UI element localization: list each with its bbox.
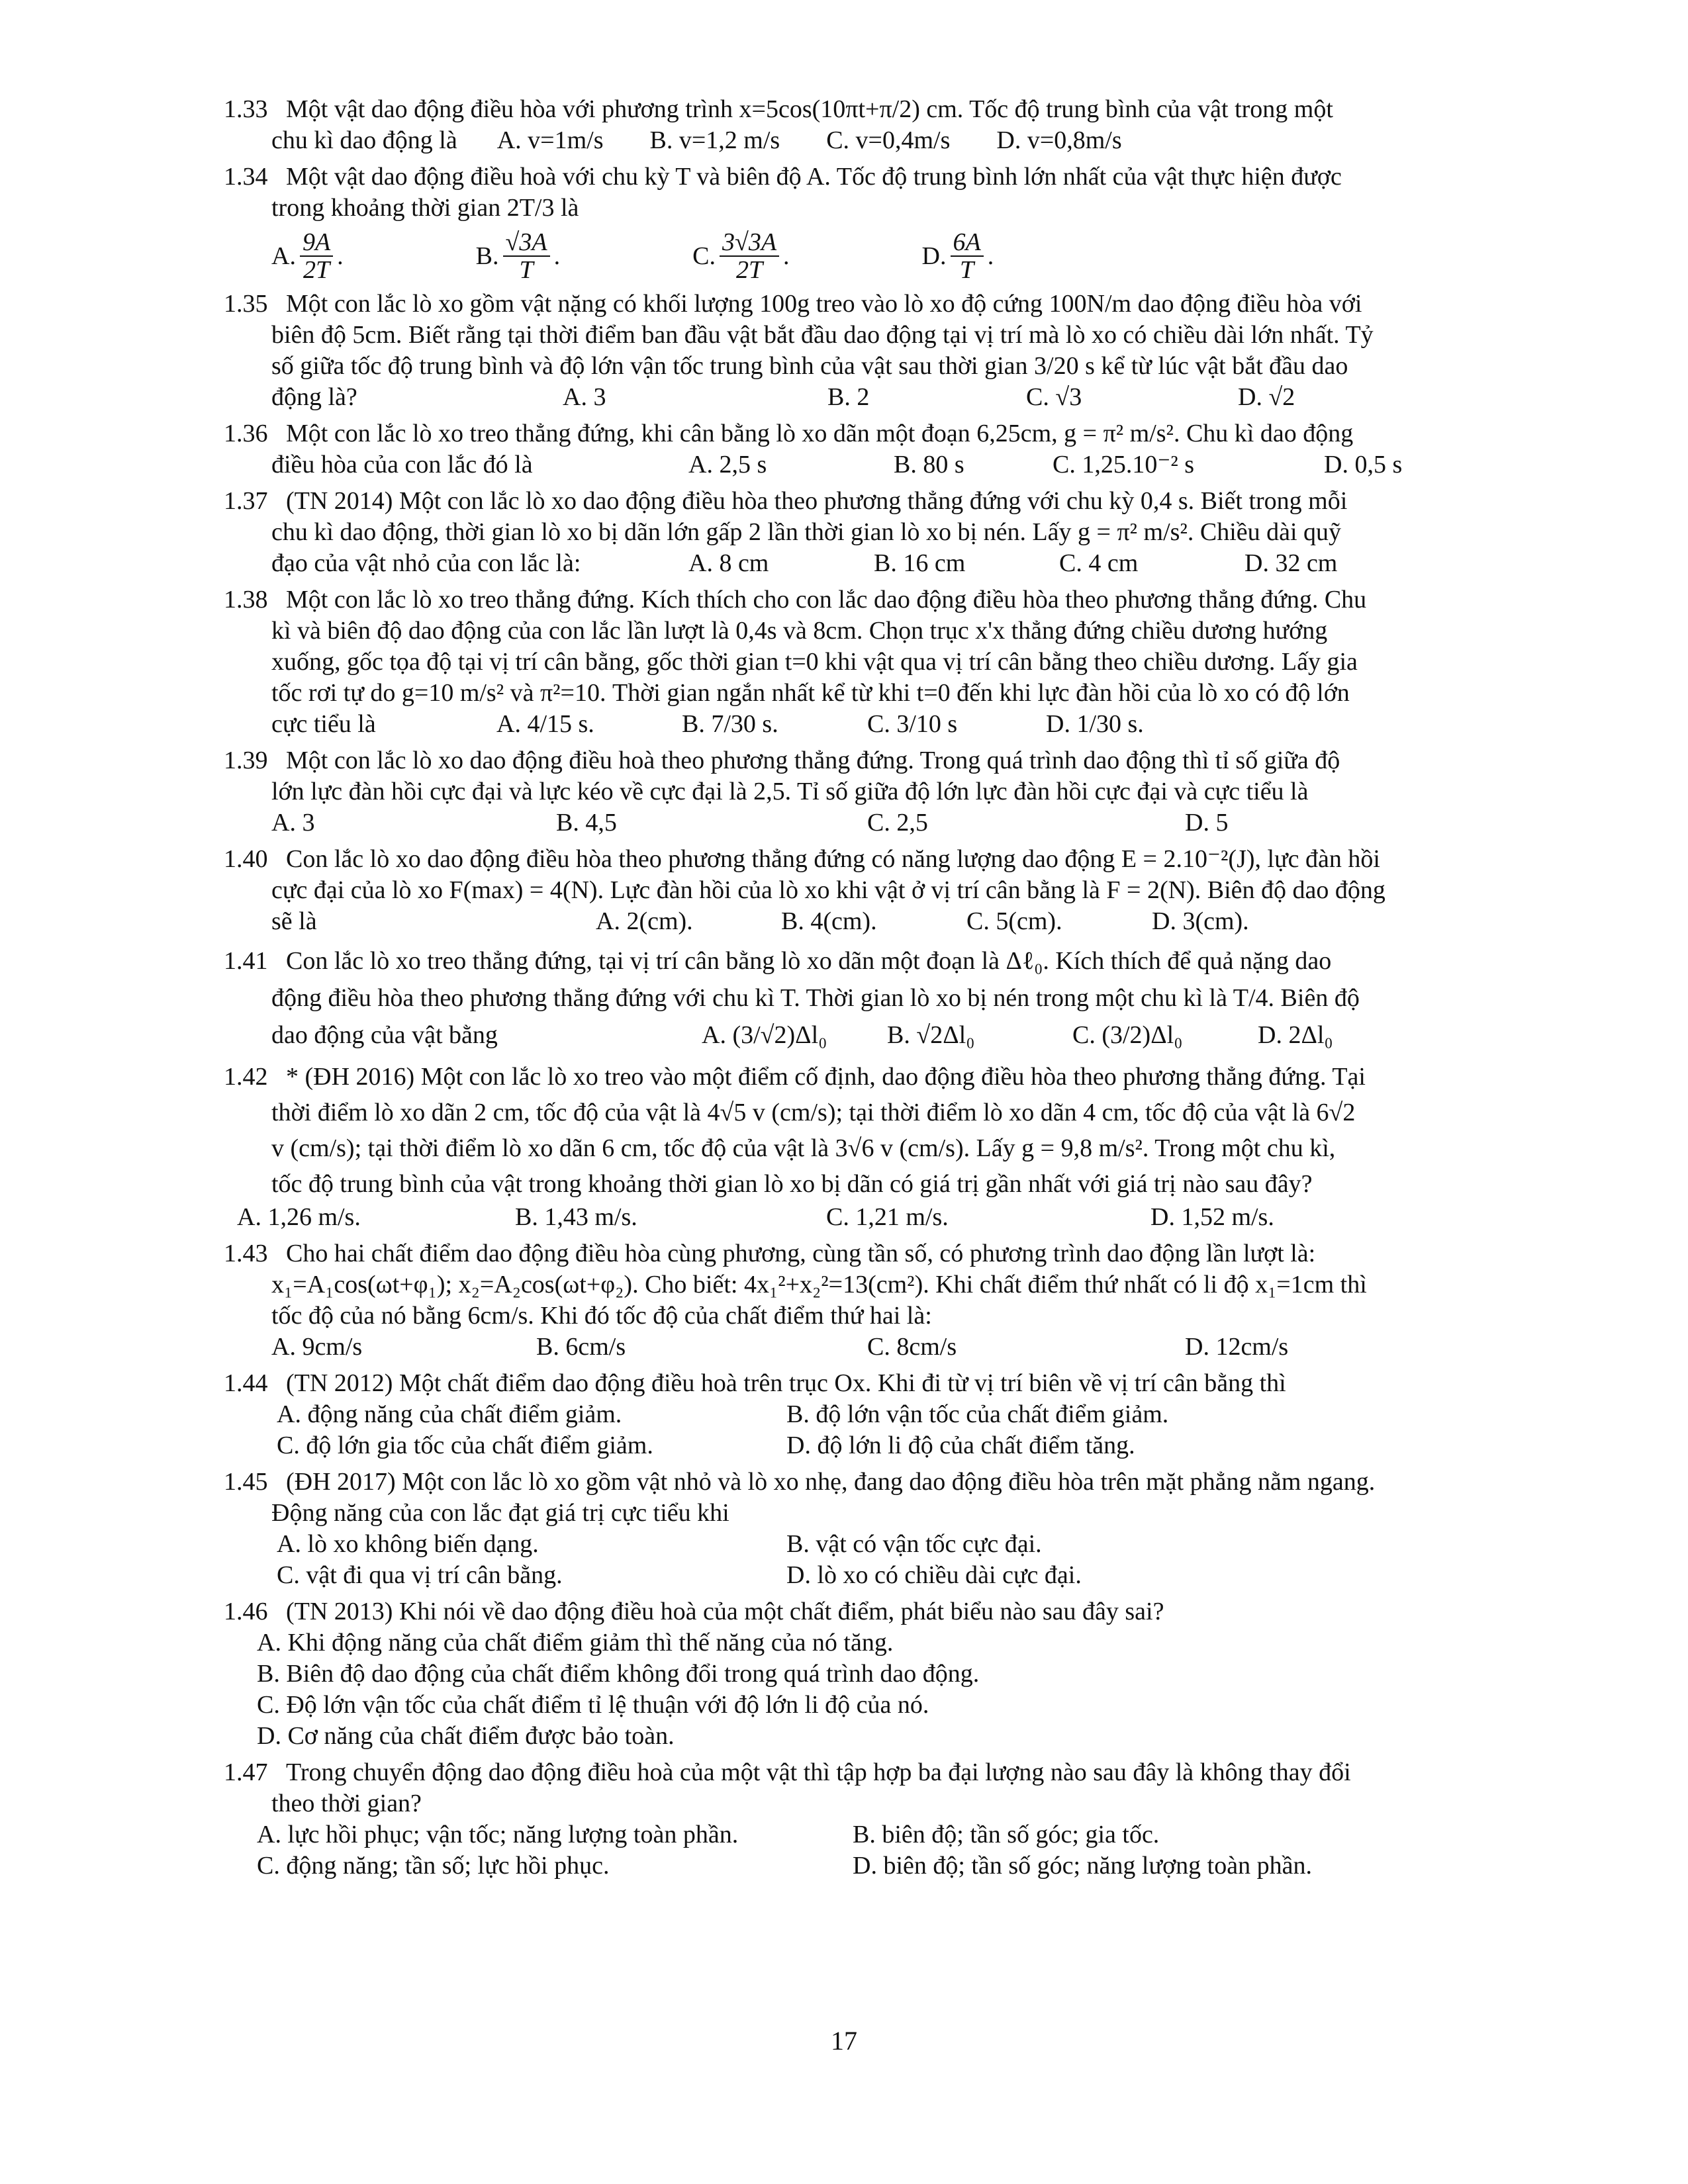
question-number: 1.34	[224, 163, 268, 191]
choice-d[interactable]: D. độ lớn li độ của chất điểm tăng.	[786, 1432, 1135, 1459]
question-text-cont: dao động của vật bằng	[271, 1021, 498, 1049]
choice-d[interactable]: D. 5	[1185, 809, 1229, 837]
question-text-line: động điều hòa theo phương thẳng đứng với chu kì T. Thời gian lò xo bị nén trong một chu kì là T/4. Biên độ	[271, 984, 1360, 1012]
question-number: 1.39	[224, 747, 268, 774]
choice-d[interactable]: D. $\frac{6A}{T}$ .	[921, 228, 994, 284]
choice-b[interactable]: B. 2	[827, 383, 870, 411]
question-text: (ĐH 2017) Một con lắc lò xo gồm vật nhỏ và lò xo nhẹ, đang dao động điều hòa trên mặt phẳng nằm ngang.	[286, 1468, 1376, 1496]
question-number: 1.47	[224, 1758, 268, 1786]
question-text: * (ĐH 2016) Một con lắc lò xo treo vào một điểm cố định, dao động điều hòa theo phương thẳng đứng. Tại	[286, 1063, 1366, 1091]
choice-a[interactable]: A. 4/15 s.	[496, 710, 594, 738]
question-text: (TN 2012) Một chất điểm dao động điều hoà trên trục Ox. Khi đi từ vị trí biên về vị trí cân bằng thì	[286, 1369, 1286, 1397]
choice-b[interactable]: B. $\frac{√3A}{T}$ .	[475, 228, 561, 284]
choice-d[interactable]: D. 3(cm).	[1152, 907, 1249, 935]
question-text-cont: đạo của vật nhỏ của con lắc là:	[271, 549, 581, 577]
question-text: Con lắc lò xo dao động điều hòa theo phương thẳng đứng có năng lượng dao động E = 2.10⁻²(J), lực đàn hồi	[286, 845, 1380, 873]
choice-c[interactable]: C. (3/2)Δl₀	[1072, 1021, 1183, 1049]
choice-c[interactable]: C. 8cm/s	[867, 1333, 957, 1361]
page-content	[224, 94, 1501, 1887]
question-text-cont: chu kì dao động là	[271, 126, 457, 154]
question-1-39	[224, 745, 1501, 839]
question-text-cont: động là?	[271, 383, 357, 411]
choice-b[interactable]: B. 4(cm).	[781, 907, 877, 935]
question-1-41	[224, 942, 1501, 1054]
question-text-line: tốc rơi tự do g=10 m/s² và π²=10. Thời gian ngắn nhất kể từ khi t=0 đến khi lực đàn hồi của lò xo có độ lớn	[271, 679, 1350, 707]
choice-d[interactable]: D. 1/30 s.	[1046, 710, 1144, 738]
choice-c[interactable]: C. v=0,4m/s	[826, 126, 951, 154]
choice-c[interactable]: C. Độ lớn vận tốc của chất điểm tỉ lệ thuận với độ lớn li độ của nó.	[257, 1691, 929, 1719]
question-text-line: tốc độ của nó bằng 6cm/s. Khi đó tốc độ của chất điểm thứ hai là:	[271, 1302, 932, 1330]
question-number: 1.35	[224, 290, 268, 318]
question-1-43	[224, 1238, 1501, 1363]
question-number: 1.33	[224, 95, 268, 123]
question-1-34	[224, 161, 1501, 283]
question-text-line: chu kì dao động, thời gian lò xo bị dãn lớn gấp 2 lần thời gian lò xo bị nén. Lấy g = π² m/s². Chiều dài quỹ	[271, 518, 1342, 546]
choice-c[interactable]: C. $\frac{3√3A}{2T}$ .	[692, 228, 790, 284]
question-number: 1.43	[224, 1240, 268, 1267]
choice-a[interactable]: A. $\frac{9A}{2T}$ .	[271, 228, 344, 284]
choice-a[interactable]: A. 2,5 s	[688, 451, 767, 478]
choice-d[interactable]: D. 2Δl₀	[1258, 1021, 1333, 1049]
choice-b[interactable]: B. v=1,2 m/s	[649, 126, 780, 154]
question-text-line: xuống, gốc tọa độ tại vị trí cân bằng, gốc thời gian t=0 khi vật qua vị trí cân bằng theo chiều dương. Lấy gia	[271, 648, 1358, 676]
question-text-line: biên độ 5cm. Biết rằng tại thời điểm ban đầu vật bắt đầu dao động tại vị trí mà lò xo có chiều dài lớn nhất. Tỷ	[271, 321, 1374, 349]
choice-c[interactable]: C. 4 cm	[1059, 549, 1139, 577]
choice-b[interactable]: B. 1,43 m/s.	[515, 1203, 637, 1231]
question-text: Một vật dao động điều hòa với phương trình x=5cos(10πt+π/2) cm. Tốc độ trung bình của vật trong một	[286, 95, 1333, 123]
choice-b[interactable]: B. 80 s	[894, 451, 964, 478]
choice-c[interactable]: C. 5(cm).	[966, 907, 1062, 935]
question-1-36	[224, 418, 1501, 480]
choice-d[interactable]: D. Cơ năng của chất điểm được bảo toàn.	[257, 1722, 675, 1750]
question-number: 1.46	[224, 1598, 268, 1625]
question-1-40	[224, 844, 1501, 937]
choice-c[interactable]: C. √3	[1026, 383, 1082, 411]
choice-c[interactable]: C. 1,21 m/s.	[826, 1203, 949, 1231]
question-text: Trong chuyển động dao động điều hoà của một vật thì tập hợp ba đại lượng nào sau đây là không thay đổi	[286, 1758, 1351, 1786]
choice-c[interactable]: C. vật đi qua vị trí cân bằng.	[277, 1561, 563, 1589]
question-text-line: số giữa tốc độ trung bình và độ lớn vận tốc trung bình của vật sau thời gian 3/20 s kể từ lúc vật bắt đầu dao	[271, 352, 1348, 380]
choice-a[interactable]: A. 3	[563, 383, 606, 411]
question-text-line: cực đại của lò xo F(max) = 4(N). Lực đàn hồi của lò xo khi vật ở vị trí cân bằng là F = 2(N). Biên độ dao động	[271, 876, 1385, 904]
choice-b[interactable]: B. 7/30 s.	[682, 710, 778, 738]
choice-a[interactable]: A. lò xo không biến dạng.	[277, 1530, 539, 1558]
choice-b[interactable]: B. √2Δl₀	[887, 1021, 975, 1049]
question-text-line: lớn lực đàn hồi cực đại và lực kéo về cực đại là 2,5. Tỉ số giữa độ lớn lực đàn hồi cực đại và cực tiểu là	[271, 778, 1309, 805]
choice-b[interactable]: B. vật có vận tốc cực đại.	[786, 1530, 1042, 1558]
choice-a[interactable]: A. động năng của chất điểm giảm.	[277, 1400, 622, 1428]
question-1-46	[224, 1596, 1501, 1752]
question-number: 1.45	[224, 1468, 268, 1496]
question-1-44	[224, 1368, 1501, 1461]
choice-d[interactable]: D. 32 cm	[1244, 549, 1338, 577]
choice-d[interactable]: D. biên độ; tần số góc; năng lượng toàn phần.	[853, 1852, 1312, 1880]
choice-a[interactable]: A. 1,26 m/s.	[237, 1203, 361, 1231]
choice-a[interactable]: A. Khi động năng của chất điểm giảm thì thế năng của nó tăng.	[257, 1629, 894, 1657]
question-text-line: x₁=A₁cos(ωt+φ₁); x₂=A₂cos(ωt+φ₂). Cho biết: 4x₁²+x₂²=13(cm²). Khi chất điểm thứ nhất có li độ x₁=1cm thì	[271, 1271, 1367, 1298]
choice-b[interactable]: B. 4,5	[556, 809, 617, 837]
choice-a[interactable]: A. (3/√2)Δl₀	[702, 1021, 827, 1049]
choice-d[interactable]: D. 12cm/s	[1185, 1333, 1289, 1361]
choice-c[interactable]: C. độ lớn gia tốc của chất điểm giảm.	[277, 1432, 653, 1459]
question-number: 1.37	[224, 487, 268, 515]
choice-c[interactable]: C. động năng; tần số; lực hồi phục.	[257, 1852, 610, 1880]
choice-b[interactable]: B. 6cm/s	[536, 1333, 626, 1361]
question-number: 1.42	[224, 1063, 268, 1091]
question-text-line: thời điểm lò xo dãn 2 cm, tốc độ của vật là 4√5 v (cm/s); tại thời điểm lò xo dãn 4 cm, tốc độ của vật là 6√2	[271, 1099, 1356, 1126]
question-text: Một con lắc lò xo dao động điều hoà theo phương thẳng đứng. Trong quá trình dao động thì tỉ số giữa độ	[286, 747, 1340, 774]
question-text-line: tốc độ trung bình của vật trong khoảng thời gian lò xo bị dãn có giá trị gần nhất với giá trị nào sau đây?	[271, 1170, 1313, 1198]
question-text-cont: cực tiểu là	[271, 710, 376, 738]
question-text-line: Động năng của con lắc đạt giá trị cực tiểu khi	[271, 1499, 729, 1527]
choice-a[interactable]: A. 8 cm	[688, 549, 769, 577]
choice-b[interactable]: B. độ lớn vận tốc của chất điểm giảm.	[786, 1400, 1169, 1428]
question-text: (TN 2013) Khi nói về dao động điều hoà của một chất điểm, phát biểu nào sau đây sai?	[286, 1598, 1164, 1625]
choice-d[interactable]: D. v=0,8m/s	[996, 126, 1122, 154]
question-text: Con lắc lò xo treo thẳng đứng, tại vị trí cân bằng lò xo dãn một đoạn là Δℓ₀. Kích thích để quả nặng dao	[286, 947, 1332, 975]
choice-a[interactable]: A. lực hồi phục; vận tốc; năng lượng toàn phần.	[257, 1821, 739, 1848]
question-1-45	[224, 1467, 1501, 1591]
choice-b[interactable]: B. Biên độ dao động của chất điểm không đổi trong quá trình dao động.	[257, 1660, 980, 1688]
choice-b[interactable]: B. biên độ; tần số góc; gia tốc.	[853, 1821, 1160, 1848]
question-text-line: v (cm/s); tại thời điểm lò xo dãn 6 cm, tốc độ của vật là 3√6 v (cm/s). Lấy g = 9,8 m/s². Trong một chu kì,	[271, 1134, 1336, 1162]
question-number: 1.40	[224, 845, 268, 873]
question-number: 1.44	[224, 1369, 268, 1397]
choice-b[interactable]: B. 16 cm	[874, 549, 966, 577]
question-text: (TN 2014) Một con lắc lò xo dao động điều hòa theo phương thẳng đứng với chu kỳ 0,4 s. Biết trong mỗi	[286, 487, 1348, 515]
question-text-cont: trong khoảng thời gian 2T/3 là	[271, 194, 579, 222]
question-number: 1.36	[224, 420, 268, 447]
question-text: Một con lắc lò xo gồm vật nặng có khối lượng 100g treo vào lò xo độ cứng 100N/m dao động điều hòa với	[286, 290, 1362, 318]
choice-d[interactable]: D. 0,5 s	[1324, 451, 1403, 478]
question-1-38	[224, 584, 1501, 740]
question-text-line: theo thời gian?	[271, 1790, 422, 1817]
choice-a[interactable]: A. 9cm/s	[271, 1333, 363, 1361]
choice-d[interactable]: D. √2	[1238, 383, 1295, 411]
question-1-35	[224, 289, 1501, 413]
page-number: 17	[831, 2026, 857, 2056]
question-1-33	[224, 94, 1501, 156]
choice-c[interactable]: C. 1,25.10⁻² s	[1053, 451, 1195, 478]
choice-d[interactable]: D. lò xo có chiều dài cực đại.	[786, 1561, 1082, 1589]
question-text: Một con lắc lò xo treo thẳng đứng, khi cân bằng lò xo dãn một đoạn 6,25cm, g = π² m/s². Chu kì dao động	[286, 420, 1354, 447]
question-text-cont: điều hòa của con lắc đó là	[271, 451, 533, 478]
question-text: Cho hai chất điểm dao động điều hòa cùng phương, cùng tần số, có phương trình dao động lần lượt là:	[286, 1240, 1316, 1267]
question-number: 1.41	[224, 947, 268, 975]
choice-c[interactable]: C. 2,5	[867, 809, 928, 837]
question-1-37	[224, 486, 1501, 579]
choice-a[interactable]: A. v=1m/s	[496, 126, 604, 154]
choice-a[interactable]: A. 2(cm).	[596, 907, 693, 935]
choice-d[interactable]: D. 1,52 m/s.	[1150, 1203, 1274, 1231]
question-text: Một vật dao động điều hoà với chu kỳ T và biên độ A. Tốc độ trung bình lớn nhất của vật thực hiện được	[286, 163, 1342, 191]
question-text-line: kì và biên độ dao động của con lắc lần lượt là 0,4s và 8cm. Chọn trục x'x thẳng đứng chiều dương hướng	[271, 617, 1328, 645]
choice-c[interactable]: C. 3/10 s	[867, 710, 958, 738]
choice-a[interactable]: A. 3	[271, 809, 315, 837]
question-text-cont: sẽ là	[271, 907, 317, 935]
question-number: 1.38	[224, 586, 268, 614]
question-text: Một con lắc lò xo treo thẳng đứng. Kích thích cho con lắc dao động điều hòa theo phương thẳng đứng. Chu	[286, 586, 1367, 614]
question-1-42	[224, 1059, 1501, 1233]
question-1-47	[224, 1757, 1501, 1882]
